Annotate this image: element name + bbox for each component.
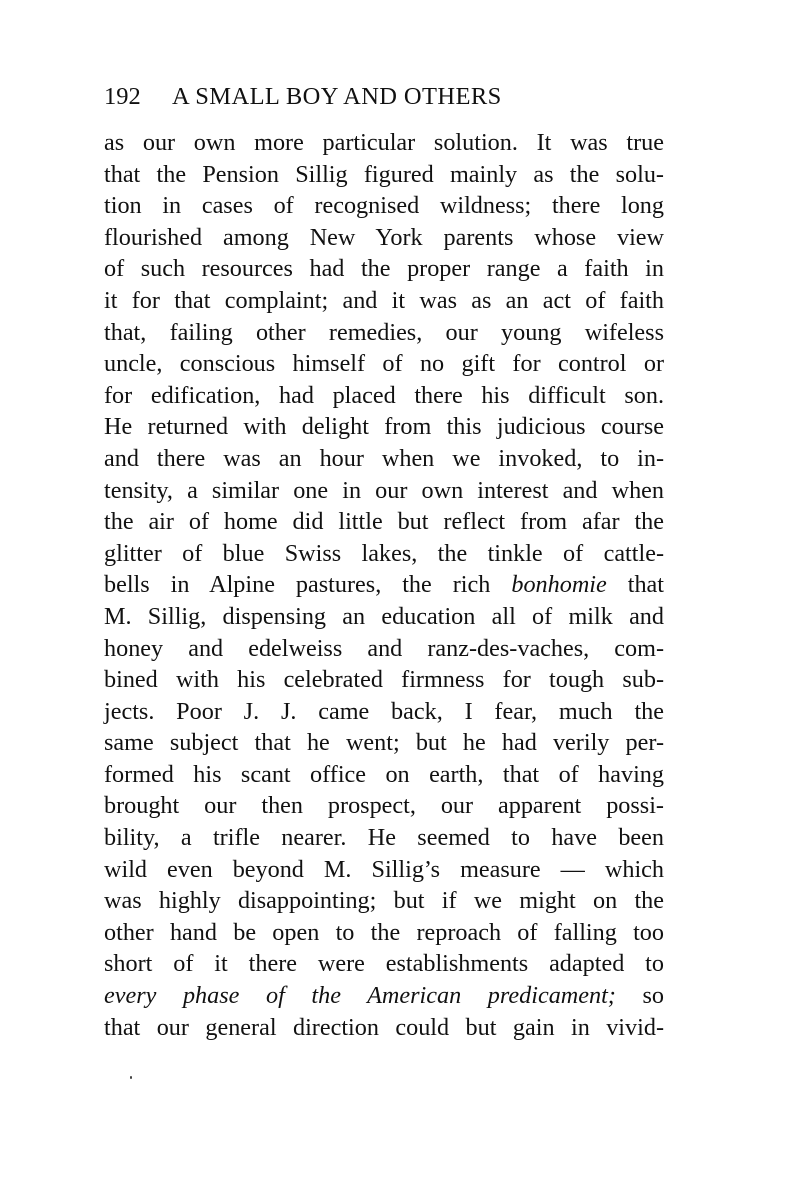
text-line-2: that the Pension Sillig figured mainly as the solu- — [104, 160, 664, 188]
text-line-3: tion in cases of recognised wildness; there long — [104, 192, 664, 220]
text-line-17: honey and edelweiss and ranz-des-vaches, com- — [104, 634, 664, 662]
text-line-16: M. Sillig, dispensing an education all of milk and — [104, 602, 664, 630]
text-line-12: tensity, a similar one in our own interest and when — [104, 476, 664, 504]
text-line-4: flourished among New York parents whose view — [104, 223, 664, 251]
text-line-22: brought our then prospect, our apparent possi- — [104, 792, 664, 820]
text-line-8: uncle, conscious himself of no gift for control or — [104, 350, 664, 378]
text-line-19: jects. Poor J. J. came back, I fear, much the — [104, 697, 664, 725]
italic-american-predicament: every phase of the American predicament; — [104, 982, 616, 1010]
body-text — [104, 127, 664, 1043]
text-line-7: that, failing other remedies, our young wifeless — [104, 318, 664, 346]
text-line-15-after: that — [606, 571, 664, 599]
text-line-6: it for that complaint; and it was as an act of faith — [104, 286, 664, 314]
text-line-21: formed his scant office on earth, that of having — [104, 760, 664, 788]
italic-bonhomie: bonhomie — [511, 571, 607, 599]
page-number: 192 — [104, 83, 141, 110]
text-line-9: for edification, had placed there his difficult son. — [104, 381, 664, 409]
text-line-14: glitter of blue Swiss lakes, the tinkle of cattle- — [104, 539, 664, 567]
text-line-15 — [104, 569, 664, 601]
text-line-28-after: so — [615, 982, 664, 1010]
text-line-1: as our own more particular solution. It was true — [104, 129, 664, 156]
text-line-18: bined with his celebrated firmness for tough sub- — [104, 666, 664, 694]
text-line-20: same subject that he went; but he had verily per- — [104, 729, 664, 757]
running-title: A SMALL BOY AND OTHERS — [172, 83, 502, 110]
text-line-26: other hand be open to the reproach of falling too — [104, 918, 664, 946]
text-line-27: short of it there were establishments adapted to — [104, 950, 664, 978]
running-head — [104, 80, 664, 114]
text-line-23: bility, a trifle nearer. He seemed to have been — [104, 824, 664, 852]
text-line-25: was highly disappointing; but if we might on the — [104, 887, 664, 915]
text-line-28 — [104, 980, 664, 1012]
print-speck — [130, 1076, 132, 1079]
text-line-5: of such resources had the proper range a faith in — [104, 255, 664, 283]
text-line-11: and there was an hour when we invoked, to in- — [104, 444, 664, 472]
text-line-10: He returned with delight from this judicious course — [104, 413, 664, 441]
text-line-13: the air of home did little but reflect from afar the — [104, 508, 664, 536]
text-line-29: that our general direction could but gain in vivid- — [104, 1013, 664, 1041]
text-line-24: wild even beyond M. Sillig’s measure — which — [104, 855, 664, 883]
text-line-15-roman: bells in Alpine pastures, the rich — [104, 571, 512, 599]
